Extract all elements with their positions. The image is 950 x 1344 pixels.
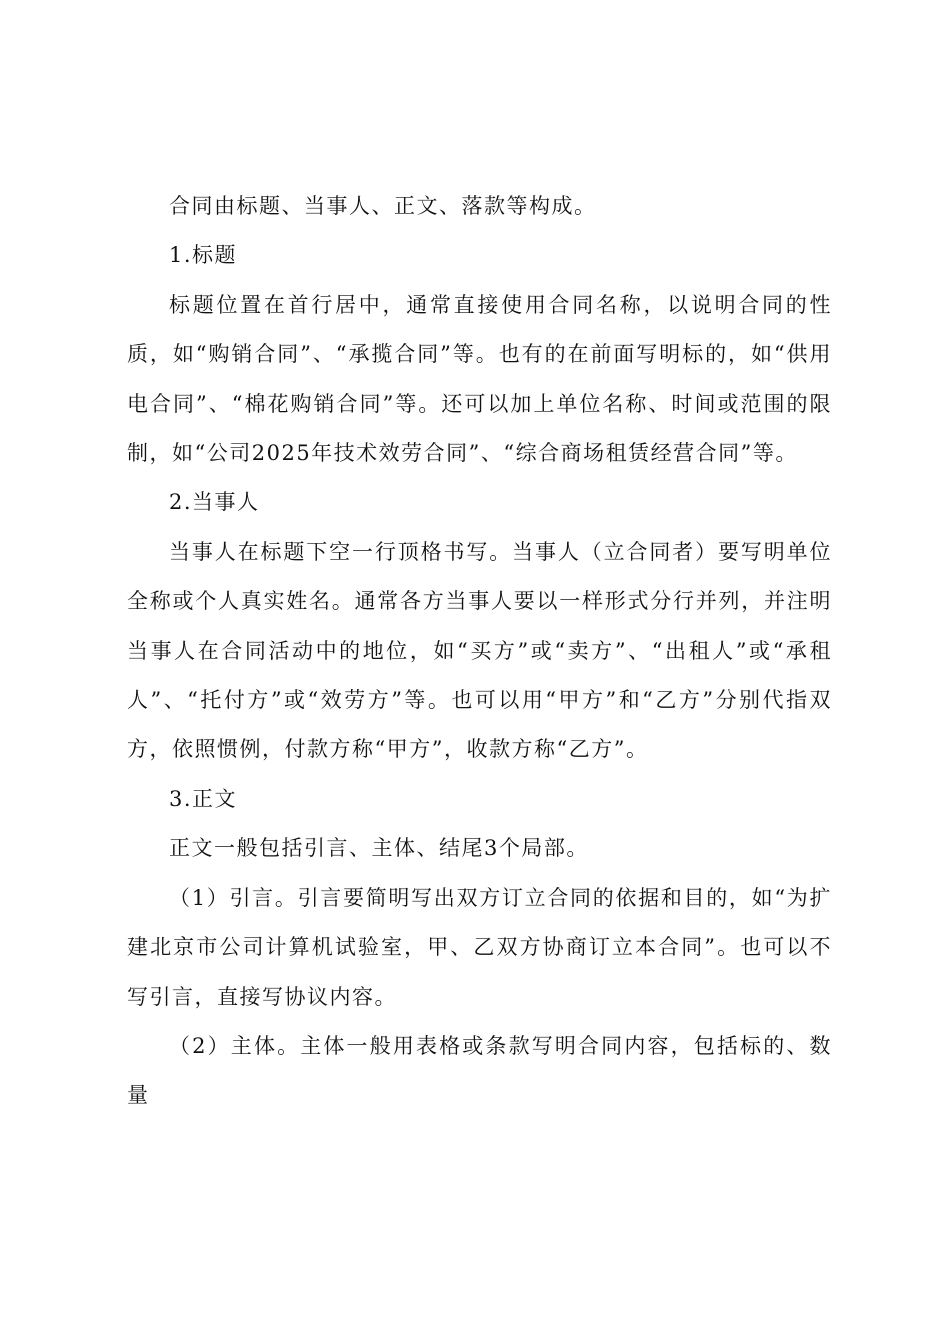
paragraph-intro: 合同由标题、当事人、正文、落款等构成。 [169,194,597,218]
paragraph-preamble: （1）引言。引言要简明写出双方订立合同的依据和目的，如“为扩建北京市公司计算机试验室，甲、乙双方协商订立本合同”。也可以不写引言，直接写协议内容。 [127,885,832,1009]
paragraph-body-overview: 正文一般包括引言、主体、结尾3个局部。 [169,836,589,861]
section-heading-parties: 2.当事人 [169,490,260,515]
section-heading-title: 1.标题 [169,243,238,268]
document-body [127,182,832,1121]
paragraph-main-body: （2）主体。主体一般用表格或条款写明合同内容，包括标的、数量 [127,1033,832,1108]
paragraph-title-description: 标题位置在首行居中，通常直接使用合同名称，以说明合同的性质，如“购销合同”、“承揽合同”等。也有的在前面写明标的，如“供用电合同”、“棉花购销合同”等。还可以加上单位名称、时间或范围的限制，如“公司2025年技术效劳合同”、“综合商场租赁经营合同”等。 [127,292,832,466]
section-heading-body: 3.正文 [169,786,238,811]
paragraph-parties-description: 当事人在标题下空一行顶格书写。当事人（立合同者）要写明单位全称或个人真实姓名。通常各方当事人要以一样形式分行并列，并注明当事人在合同活动中的地位，如“买方”或“卖方”、“出租人”或“承租人”、“托付方”或“效劳方”等。也可以用“甲方”和“乙方”分别代指双方，依照惯例，付款方称“甲方”，收款方称“乙方”。 [127,539,832,762]
